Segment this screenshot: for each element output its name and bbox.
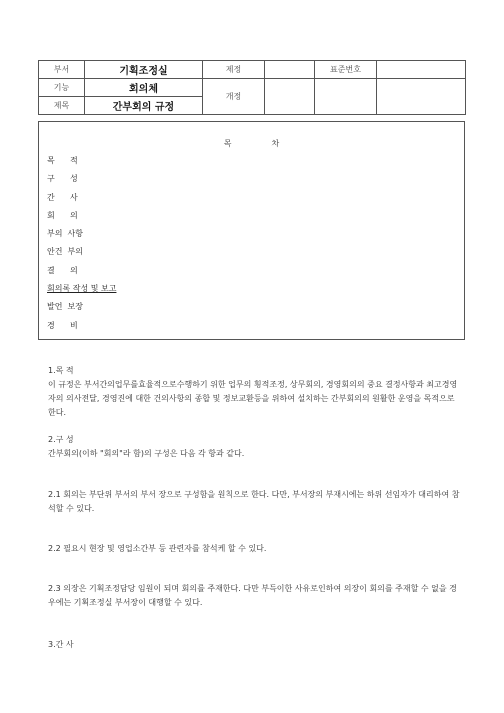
toc-item: 부의 사항: [47, 229, 83, 239]
section-paragraph: 이 규정은 부서간의업무를효율적으로수행하기 위한 업무의 횡적조정, 상무회의, 경영회의의 중요 결정사항과 최고경영자의 의사전달, 경영진에 대한 건의사항의 종합 및 정보교환등을 위하여 설치하는 간부회의의 원활한 운영을 목적으로 한다.: [48, 380, 458, 417]
section-heading: 3.간 사: [48, 640, 74, 649]
clause-2-2: [48, 542, 464, 556]
title-label: 제목: [39, 97, 85, 115]
enact-value: [265, 61, 315, 79]
title-value: 간부회의 규정: [85, 97, 203, 115]
dept-value: 기획조정실: [85, 61, 203, 79]
toc-item: 발언 보장: [47, 302, 83, 312]
clause-2-1: [48, 488, 464, 516]
toc-item: 결 의: [47, 265, 78, 275]
clause-paragraph: 2.2 필요시 현장 및 영업소간부 등 관련자를 참석케 할 수 있다.: [48, 544, 267, 553]
revise-value: [265, 79, 315, 115]
blank-cell: [315, 79, 377, 115]
toc-item: 구 성: [47, 174, 78, 184]
clause-paragraph: 2.1 회의는 부단위 부서의 부서 장으로 구성함을 원칙으로 한다. 다만, 부서장의 부재시에는 하위 선임자가 대리하여 참석할 수 있다.: [48, 490, 460, 513]
func-value: 회의체: [85, 79, 203, 97]
section-heading: 2.구 성: [48, 435, 74, 444]
enact-label: 제정: [203, 61, 265, 79]
toc-item: 경 비: [47, 320, 78, 330]
toc-title: 목차: [223, 139, 320, 148]
revise-label: 개정: [203, 79, 265, 115]
func-label: 기능: [39, 79, 85, 97]
clause-paragraph: 2.3 의장은 기획조정담당 임원이 되며 회의를 주재한다. 다만 부득이한 사유로인하여 의장이 회의를 주재할 수 없을 경우에는 기획조정실 부서장이 대행할 수 있다.: [48, 584, 457, 607]
document-header-table: [38, 60, 466, 115]
toc-item: 간 사: [47, 192, 78, 202]
dept-label: 부서: [39, 61, 85, 79]
std-no-value: [377, 61, 466, 79]
table-of-contents: [38, 121, 465, 340]
std-no-label: 표준번호: [315, 61, 377, 79]
section-3: [48, 638, 464, 652]
clause-2-3: [48, 582, 464, 610]
blank-cell: [377, 79, 466, 115]
toc-item: 회 의: [47, 210, 78, 220]
toc-item: 목 적: [47, 156, 78, 165]
section-2: [48, 433, 464, 461]
toc-list: [47, 152, 116, 335]
section-paragraph: 간부회의(이하 "회의"라 함)의 구성은 다음 각 항과 같다.: [48, 449, 245, 458]
section-1: [48, 364, 464, 420]
section-heading: 1.목 적: [48, 366, 74, 375]
toc-item: 회의록 작성 및 보고: [47, 284, 117, 294]
toc-item: 안건 부의: [47, 247, 83, 257]
